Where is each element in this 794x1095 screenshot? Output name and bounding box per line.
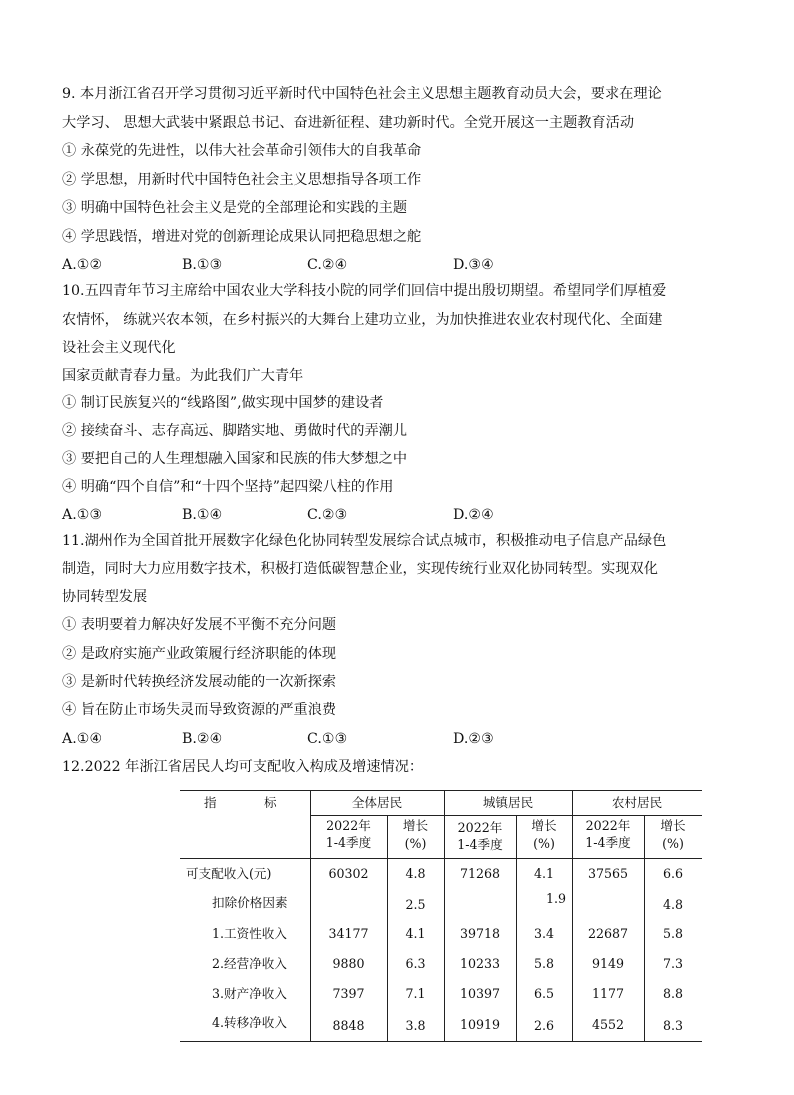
q9-choice-b: B.①③	[182, 257, 223, 273]
row-label: 4.转移净收入	[212, 1015, 287, 1030]
cell: 39718	[459, 926, 501, 941]
cell: 2.5	[405, 897, 426, 912]
cell: 7.3	[662, 956, 684, 971]
cell: 5.8	[533, 956, 555, 971]
q10-choice-c: C.②③	[307, 507, 348, 523]
q11-choice-c: C.①③	[307, 731, 348, 747]
row-label: 1.工资性收入	[212, 926, 287, 941]
sub-growth-urban: 增长	[531, 818, 557, 833]
cell: 6.6	[662, 866, 684, 881]
cell: 4.1	[405, 926, 426, 941]
sub-growth-all: 增长	[402, 818, 429, 833]
cell: 10919	[459, 1017, 501, 1032]
cell: 3.4	[533, 926, 555, 941]
q9-option-1: ① 永葆党的先进性，以伟大社会革命引领伟大的自我革命	[62, 143, 422, 159]
cell: 9149	[591, 956, 625, 971]
sub-year-rural: 2022年	[585, 818, 631, 833]
sub-period-urban: 1-4季度	[457, 837, 503, 852]
table-subheader-rule	[180, 858, 702, 859]
q11-option-1: ① 表明要着力解决好发展不平衡不充分问题	[62, 617, 337, 633]
table-bottom-rule	[180, 1041, 702, 1042]
q12-stem: 12.2022 年浙江省居民人均可支配收入构成及增速情况：	[62, 759, 424, 775]
cell: 9880	[332, 956, 365, 971]
q10-stem-line3: 设社会主义现代化	[62, 340, 176, 356]
cell: 1.9	[545, 891, 567, 906]
income-table	[180, 790, 702, 1042]
q10-stem-line4: 国家贡献青春力量。为此我们广大青年	[62, 368, 304, 384]
cell: 7397	[332, 986, 365, 1001]
q10-option-4: ④ 明确“四个自信”和“十四个坚持”起四梁八柱的作用	[62, 479, 394, 495]
q9-option-2: ② 学思想，用新时代中国特色社会主义思想指导各项工作	[62, 172, 422, 188]
q11-option-3: ③ 是新时代转换经济发展动能的一次新探索	[62, 674, 337, 690]
q9-choice-c: C.②④	[307, 257, 348, 273]
q11-stem-line3: 协同转型发展	[62, 589, 148, 605]
header-all-residents: 全体居民	[351, 795, 403, 810]
q11-option-4: ④ 旨在防止市场失灵而导致资源的严重浪费	[62, 702, 337, 718]
cell: 3.8	[405, 1018, 426, 1033]
cell: 37565	[587, 866, 629, 881]
header-indicator-b: 标	[264, 795, 277, 810]
q11-choice-d: D.②③	[453, 731, 494, 747]
sub-pct-urban: (%)	[533, 836, 555, 851]
cell: 6.5	[533, 986, 555, 1001]
q10-choice-b: B.①④	[182, 507, 223, 523]
cell: 60302	[328, 866, 369, 881]
header-urban-residents: 城镇居民	[482, 795, 534, 810]
cell: 2.6	[533, 1018, 555, 1033]
q10-stem-line2: 农情怀， 练就兴农本领，在乡村振兴的大舞台上建功立业，为加快推进农业农村现代化、全面建	[62, 312, 663, 328]
header-rural-residents: 农村居民	[611, 795, 663, 810]
row-label: 可支配收入(元)	[186, 866, 272, 881]
cell: 4552	[591, 1017, 625, 1032]
q9-option-4: ④ 学思践悟，增进对党的创新理论成果认同把稳思想之舵	[62, 229, 422, 245]
q10-option-3: ③ 要把自己的人生理想融入国家和民族的伟大梦想之中	[62, 451, 408, 467]
cell: 10397	[459, 986, 501, 1001]
cell: 8.8	[662, 986, 684, 1001]
sub-pct-all: (%)	[404, 836, 427, 851]
q11-option-2: ② 是政府实施产业政策履行经济职能的体现	[62, 646, 337, 662]
sub-growth-rural: 增长	[660, 818, 686, 833]
row-label: 3.财产净收入	[212, 986, 287, 1001]
cell: 4.8	[405, 866, 426, 881]
q9-stem-line2: 大学习、 思想大武装中紧跟总书记、奋进新征程、建功新时代。全党开展这一主题教育活动	[62, 115, 635, 131]
q11-stem-line2: 制造，同时大力应用数字技术，积极打造低碳智慧企业，实现传统行业双化协同转型。实现双化	[62, 561, 658, 577]
q11-stem-line1: 11.湖州作为全国首批开展数字化绿色化协同转型发展综合试点城市，积极推动电子信息产品绿色	[62, 533, 667, 549]
sub-year-all: 2022年	[326, 818, 371, 833]
cell: 1177	[591, 986, 625, 1001]
q9-stem-line1: 9. 本月浙江省召开学习贯彻习近平新时代中国特色社会主义思想主题教育动员大会，要求在理论	[62, 86, 662, 102]
sub-pct-rural: (%)	[662, 836, 684, 851]
cell: 6.3	[405, 956, 426, 971]
cell: 22687	[587, 926, 629, 941]
q11-choice-b: B.②④	[182, 731, 223, 747]
q9-choice-d: D.③④	[453, 257, 494, 273]
cell: 5.8	[662, 926, 684, 941]
cell: 8.3	[662, 1018, 684, 1033]
cell: 34177	[328, 926, 369, 941]
header-indicator-a: 指	[204, 795, 217, 810]
q9-option-3: ③ 明确中国特色社会主义是党的全部理论和实践的主题	[62, 200, 408, 216]
q9-choice-a: A.①②	[62, 257, 103, 273]
cell: 10233	[459, 956, 501, 971]
cell: 71268	[459, 866, 501, 881]
table-top-rule	[180, 790, 702, 791]
cell: 8848	[332, 1018, 365, 1033]
cell: 7.1	[405, 986, 426, 1001]
q11-choice-a: A.①④	[62, 731, 103, 747]
cell: 4.8	[662, 897, 684, 912]
q10-option-2: ② 接续奋斗、志存高远、脚踏实地、勇做时代的弄潮儿	[62, 423, 408, 439]
q10-stem-line1: 10.五四青年节习主席给中国农业大学科技小院的同学们回信中提出殷切期望。希望同学们厚植爱	[62, 283, 667, 299]
cell: 4.1	[533, 866, 555, 881]
q10-option-1: ① 制订民族复兴的“线路图”,做实现中国梦的建设者	[62, 395, 384, 411]
row-label: 扣除价格因素	[212, 895, 288, 910]
sub-year-urban: 2022年	[457, 820, 503, 835]
q10-choice-d: D.②④	[453, 507, 494, 523]
row-label: 2.经营净收入	[212, 956, 287, 971]
sub-period-all: 1-4季度	[325, 835, 372, 850]
sub-period-rural: 1-4季度	[585, 835, 631, 850]
q10-choice-a: A.①③	[62, 507, 103, 523]
